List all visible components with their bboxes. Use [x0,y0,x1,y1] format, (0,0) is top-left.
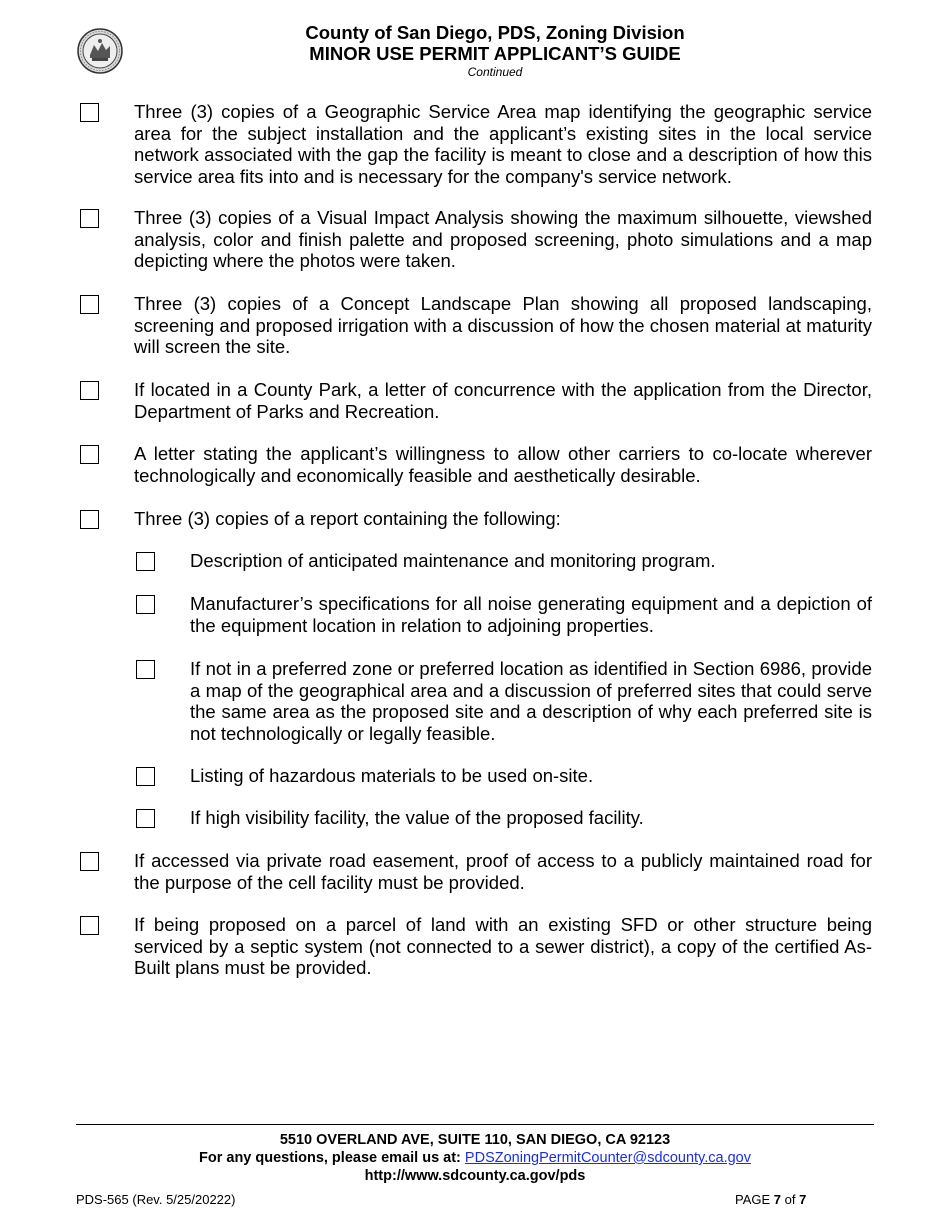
checklist-item-text: If located in a County Park, a letter of concurrence with the application from the Director, Department of Parks and Recreation. [134,379,872,422]
page-of: of [784,1192,796,1207]
checkbox-private-road-access[interactable] [80,852,99,871]
footer-divider [76,1124,874,1125]
checklist-subitem-text: If not in a preferred zone or preferred location as identified in Section 6986, provide a map of the geographical area and a discussion of preferred sites that could serve the same area as the proposed site and a description of why each preferred site is not technologically or legally feasible. [190,658,872,745]
page-subtitle: MINOR USE PERMIT APPLICANT’S GUIDE [309,43,681,64]
checklist-subitem-text: Listing of hazardous materials to be used on-site. [190,765,594,786]
footer-address: 5510 OVERLAND AVE, SUITE 110, SAN DIEGO, CA 92123 [279,1132,671,1148]
checklist-item-text: A letter stating the applicant’s willingness to allow other carriers to co-locate wherever technologically and economically feasible and aesthetically desirable. [134,443,872,486]
checklist-subitem-text: Description of anticipated maintenance and monitoring program. [190,550,716,571]
checklist-subitem-text: If high visibility facility, the value of the proposed facility. [190,807,644,828]
page-number [735,1192,806,1207]
continued-label: Continued [467,65,523,79]
checklist-item-text: If being proposed on a parcel of land with an existing SFD or other structure being serviced by a septic system (not connected to a sewer district), a copy of the certified As-Built plans must be provided. [134,914,872,979]
checkbox-facility-value[interactable] [136,809,155,828]
page-label: PAGE [735,1192,771,1207]
checklist-subitem-text: Manufacturer’s specifications for all noise generating equipment and a depiction of the equipment location in relation to adjoining properties. [190,593,872,636]
checklist-item-text: Three (3) copies of a Geographic Service Area map identifying the geographic service area for the subject installation and the applicant’s existing sites in the local service network associated with the gap the facility is meant to close and a description of how this service area fits into and is necessary for the company's service network. [134,101,872,188]
page-title: County of San Diego, PDS, Zoning Division [305,22,685,43]
checklist-item-text: Three (3) copies of a Concept Landscape Plan showing all proposed landscaping, screening and proposed irrigation with a discussion of how the chosen material at maturity will screen the site. [134,293,872,358]
checkbox-visual-impact-analysis[interactable] [80,209,99,228]
checkbox-septic-as-built-plans[interactable] [80,916,99,935]
checklist-item-text: Three (3) copies of a report containing the following: [134,508,561,529]
checkbox-co-location-letter[interactable] [80,445,99,464]
form-id: PDS-565 (Rev. 5/25/20222) [76,1192,236,1207]
checkbox-geographic-service-area-map[interactable] [80,103,99,122]
checkbox-preferred-zone-map[interactable] [136,660,155,679]
footer-email-link[interactable]: PDSZoningPermitCounter@sdcounty.ca.gov [464,1150,751,1166]
checkbox-concept-landscape-plan[interactable] [80,295,99,314]
checklist-item-text: If accessed via private road easement, proof of access to a publicly maintained road for the purpose of the cell facility must be provided. [134,850,872,893]
county-seal-logo [77,28,123,74]
checkbox-report-copies[interactable] [80,510,99,529]
footer-website: http://www.sdcounty.ca.gov/pds [364,1168,586,1184]
checklist-item-text: Three (3) copies of a Visual Impact Analysis showing the maximum silhouette, viewshed analysis, color and finish palette and proposed screening, photo simulations and a map depicting where the photos were taken. [134,207,872,272]
checkbox-manufacturer-specifications[interactable] [136,595,155,614]
page-current: 7 [773,1192,782,1207]
page-total: 7 [799,1192,807,1207]
checkbox-county-park-letter[interactable] [80,381,99,400]
checkbox-maintenance-program[interactable] [136,552,155,571]
checkbox-hazardous-materials[interactable] [136,767,155,786]
footer-questions-label: For any questions, please email us at: [199,1150,461,1166]
footer-contact [76,1149,874,1167]
